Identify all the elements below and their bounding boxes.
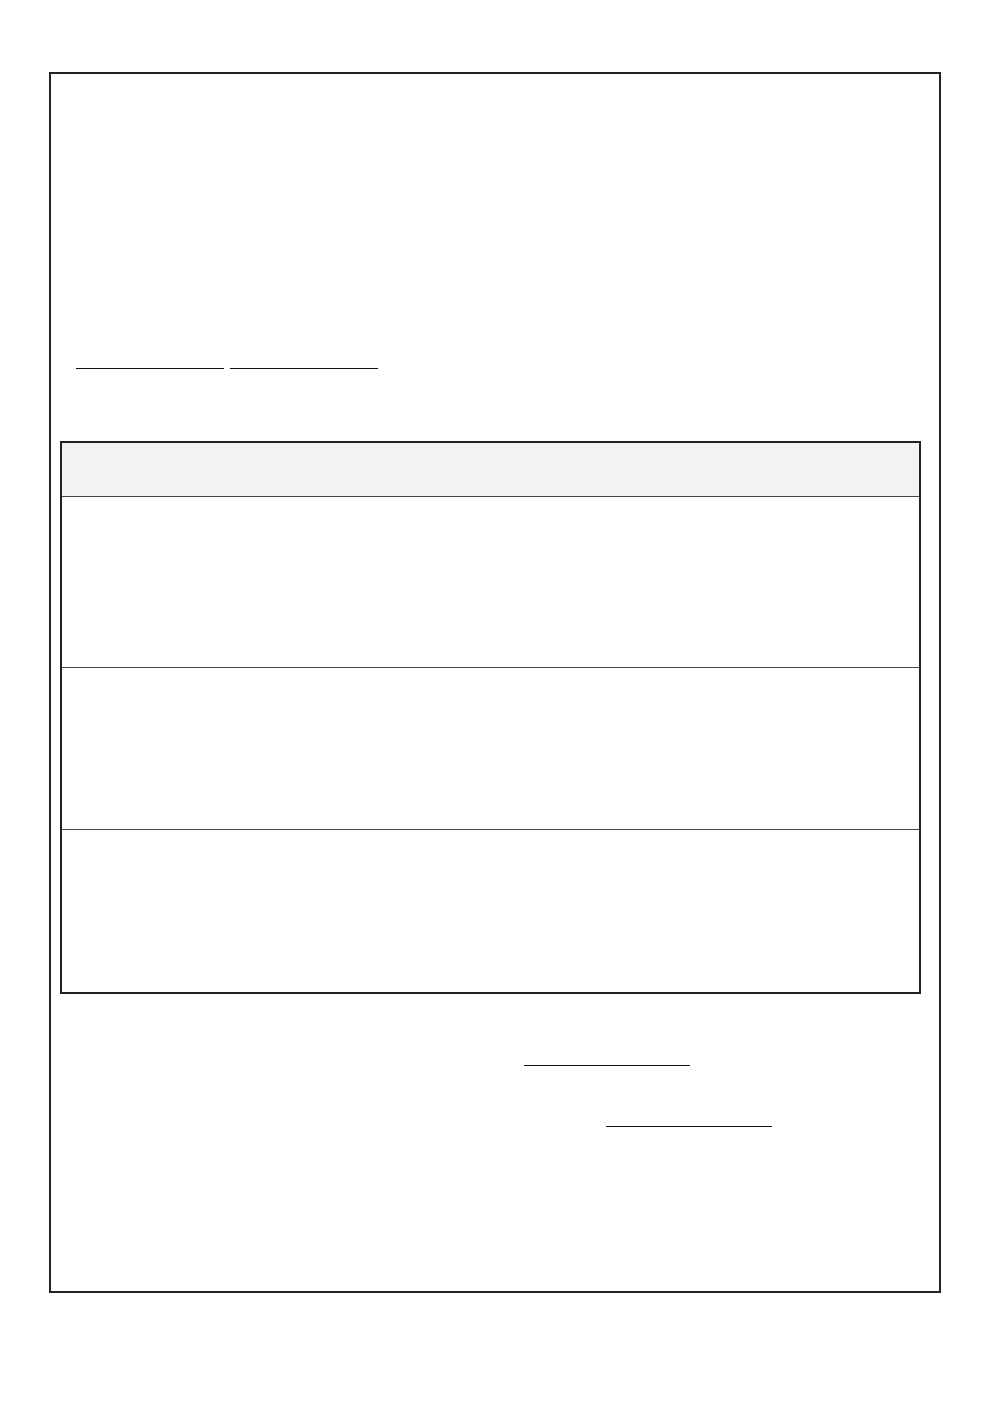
parent-signature-row [590, 1108, 783, 1130]
group-divider [62, 667, 919, 668]
teacher-rules-group [62, 851, 919, 942]
group-divider [62, 829, 919, 830]
list-item [62, 764, 919, 783]
title-bar-top-orange [101, 240, 496, 245]
title-bar-bottom-red [625, 287, 890, 292]
promise-statement [58, 338, 938, 380]
student-signature-row [492, 1047, 701, 1069]
title-bar-top-green [496, 240, 890, 245]
student-name-blank[interactable] [76, 348, 224, 369]
parent-name-blank[interactable] [230, 348, 378, 369]
title-bar-bottom-purple [360, 287, 625, 292]
rules-table [60, 441, 921, 994]
list-item [62, 523, 919, 542]
list-item [62, 923, 919, 942]
list-item [62, 553, 919, 572]
student-signature-line[interactable] [524, 1047, 690, 1066]
list-item [62, 893, 919, 912]
list-item [62, 583, 919, 602]
student-rules-group [62, 511, 919, 602]
list-item [62, 702, 919, 721]
rules-table-header [62, 443, 919, 497]
list-item [62, 863, 919, 882]
parent-signature-line[interactable] [606, 1108, 772, 1127]
parent-rules-group [62, 686, 919, 783]
title-bar-bottom-blue [101, 287, 360, 292]
list-item [62, 733, 919, 752]
